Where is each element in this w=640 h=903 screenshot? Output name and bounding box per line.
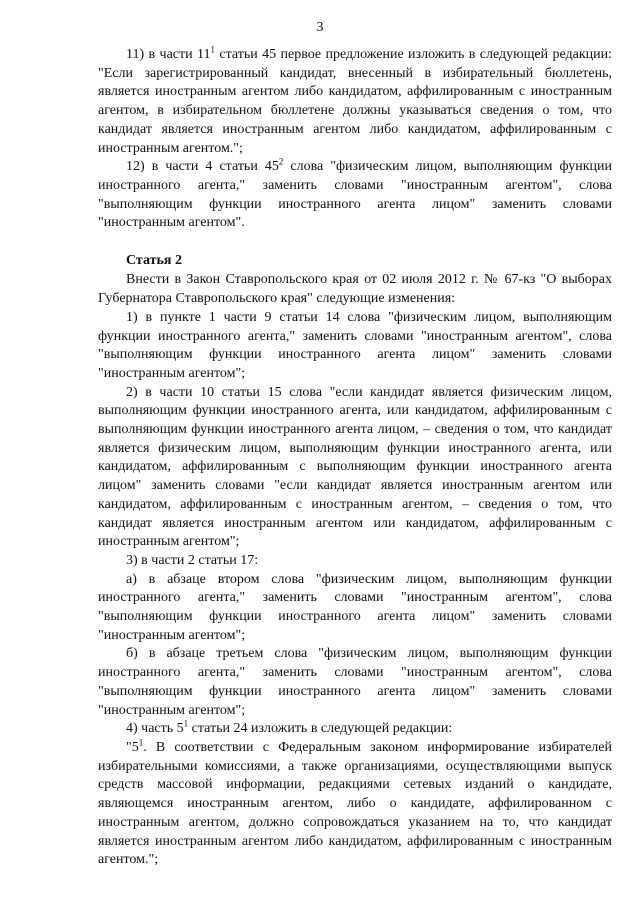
paragraph [98, 739, 612, 870]
paragraph [98, 158, 612, 233]
text-segment: б) в абзаце третьем слова "физическим лицом, выполняющим функции иностранного агента," заменить словами "иностранным агентом", слова "выполняющим функции иностранного агента лицом" заменить словами "иностранным агентом"; [98, 646, 612, 718]
paragraph [98, 46, 612, 158]
paragraph [98, 645, 612, 720]
page-number: 3 [316, 20, 324, 35]
article-heading [98, 252, 612, 271]
text-segment: а) в абзаце втором слова "физическим лицом, выполняющим функции иностранного агента," заменить словами "иностранным агентом", слова "выполняющим функции иностранного агента лицом" заменить словами "иностранным агентом"; [98, 571, 612, 643]
superscript-index: 2 [278, 156, 284, 167]
document-body [98, 46, 612, 870]
superscript-index: 1 [183, 718, 189, 729]
text-segment: 12) в части 4 статьи 45 [126, 159, 279, 175]
text-segment: слова "физическим лицом, выполняющим функции иностранного агента," заменить словами "иностранным агентом", слова "выполняющим функции иностранного агента лицом" заменить словами "иностранным агентом". [98, 159, 612, 231]
text-segment: 2) в части 10 статьи 15 слова "если кандидат является физическим лицом, выполняющим функции иностранного агента, или кандидатом, аффилированным с выполняющим функции иностранного агента лицом, – сведения о том, что кандидат является физическим лицом, выполняющим функции иностранного агента, или кандидатом, аффилированным с выполняющим функции иностранного агента лицом" заменить словами "если кандидат является иностранным агентом или кандидатом, аффилированным с иностранным агентом, – сведения о том, что кандидат является иностранным агентом или кандидатом, аффилированным с иностранным агентом"; [98, 384, 612, 550]
superscript-index: 1 [138, 737, 144, 748]
text-segment: статьи 45 первое предложение изложить в следующей редакции: "Если зарегистрированный кандидат, внесенный в избирательный бюллетень, является иностранным агентом либо кандидатом, аффилированным с иностранным агентом, в избирательном бюллетене должны указываться сведения о том, что кандидат является иностранным агентом либо кандидатом, аффилированным с иностранным агентом."; [98, 47, 612, 156]
text-segment: 4) часть 5 [126, 721, 184, 737]
paragraph [98, 571, 612, 646]
text-segment: 1) в пункте 1 части 9 статьи 14 слова "физическим лицом, выполняющим функции иностранного агента," заменить словами "иностранным агентом", слова "выполняющим функции иностранного агента лицом" заменить словами "иностранным агентом"; [98, 309, 612, 381]
paragraph [98, 720, 612, 739]
text-segment: 11) в части 11 [126, 47, 211, 62]
paragraph [98, 384, 612, 552]
text-segment: "5 [126, 740, 139, 755]
superscript-index: 1 [210, 44, 215, 55]
paragraph [98, 552, 612, 571]
text-segment: 3) в части 2 статьи 17: [126, 552, 259, 568]
paragraph [98, 271, 612, 308]
text-segment: . В соответствии с Федеральным законом информирование избирателей избирательными комиссиями, а также организациями, осуществляющими выпуск средств массовой информации, редакциями сетевых изданий о кандидате, являющемся иностранным агентом, либо о кандидате, аффилированном с иностранным агентом, должно сопровождаться указанием на то, что кандидат является иностранным агентом либо кандидатом, аффилированным с иностранным агентом."; [98, 740, 612, 868]
text-segment: Статья 2 [126, 252, 182, 268]
paragraph [98, 309, 612, 384]
text-segment: статьи 24 изложить в следующей редакции: [188, 721, 453, 737]
text-segment: Внести в Закон Ставропольского края от 02 июля 2012 г. № 67-кз "О выборах Губернатора Ставропольского края" следующие изменения: [98, 272, 612, 307]
